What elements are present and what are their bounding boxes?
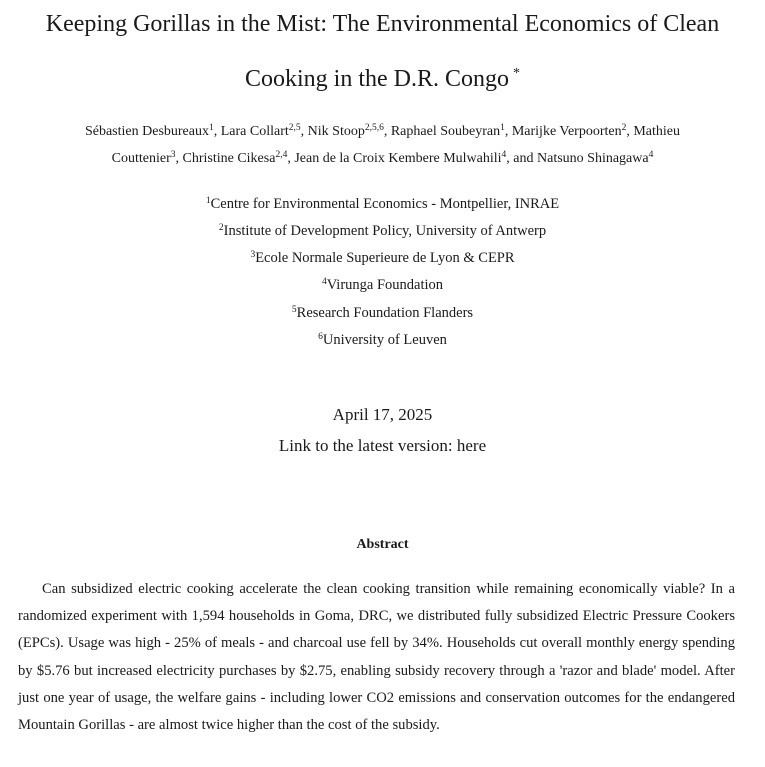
author-affiliation-marker: 4	[501, 150, 507, 160]
author-separator: ,	[626, 124, 634, 139]
author-affiliation-marker: 2,5	[288, 123, 301, 133]
author-name: Jean de la Croix Kembere Mulwahili	[294, 151, 502, 166]
affiliation-text: Centre for Environmental Economics - Montpellier, INRAE	[210, 196, 560, 212]
latest-version-label: Link to the latest version:	[278, 436, 457, 455]
author-name-part-1: Mathieu	[633, 124, 681, 139]
latest-version-line	[0, 437, 765, 455]
author-name: Sébastien Desbureaux	[84, 124, 209, 139]
affiliation-3	[0, 250, 765, 266]
author-name: Marijke Verpoorten	[511, 124, 622, 139]
affiliation-number: 2	[218, 223, 224, 233]
author-name: Natsuno Shinagawa	[537, 151, 649, 166]
abstract-heading: Abstract	[356, 537, 409, 552]
affiliation-4	[0, 277, 765, 293]
author-separator: ,	[213, 124, 221, 139]
author-affiliation-marker: 3	[170, 150, 176, 160]
affiliation-text: University of Leuven	[322, 332, 447, 348]
author-affiliation-marker: 2,5,6	[364, 123, 384, 133]
author-affiliation-marker: 2	[621, 123, 627, 133]
author-affiliation-marker: 1	[500, 123, 505, 133]
affiliation-number: 5	[291, 305, 297, 315]
author-separator: ,	[300, 124, 308, 139]
author-separator: ,	[383, 124, 391, 139]
author-name: Raphael Soubeyran	[390, 124, 501, 139]
author-name: Christine Cikesa	[182, 151, 276, 166]
author-list-line-2	[0, 151, 765, 167]
author-name-part-2: Couttenier	[111, 151, 171, 166]
affiliation-text: Institute of Development Policy, University of Antwerp	[223, 223, 547, 239]
affiliation-number: 4	[321, 277, 327, 287]
affiliation-number: 6	[318, 332, 323, 342]
publication-date: April 17, 2025	[332, 405, 433, 424]
affiliation-2	[0, 223, 765, 239]
affiliation-6	[0, 332, 765, 348]
paper-title-line-1: Keeping Gorillas in the Mist: The Environmental Economics of Clean	[45, 11, 720, 37]
affiliation-number: 3	[250, 250, 256, 260]
author-separator: ,	[287, 151, 295, 166]
author-name: Lara Collart	[220, 124, 289, 139]
paper-title-line-2	[0, 62, 765, 91]
author-affiliation-marker: 4	[648, 150, 654, 160]
author-name: Nik Stoop	[307, 124, 365, 139]
affiliation-number: 1	[205, 196, 211, 206]
author-separator: ,	[175, 151, 183, 166]
latest-version-link[interactable]: here	[456, 436, 487, 455]
abstract-text: Can subsidized electric cooking accelerate the clean cooking transition while remaining economically viable? In a randomized experiment with 1,594 households in Goma, DRC, we distributed fully subsidized Electric Pressure Cookers (EPCs). Usage was high - 25% of meals - and charcoal use fell by 34%. Households cut overall monthly energy spending by $5.76 but increased electricity purchases by $2.75, enabling subsidy recovery through a 'razor and blade' model. After just one year of usage, the welfare gains - including lower CO2 emissions and conservation outcomes for the endangered Mountain Gorillas - are almost twice higher than the cost of the subsidy.	[18, 581, 735, 734]
affiliation-1	[0, 196, 765, 212]
affiliation-text: Ecole Normale Superieure de Lyon & CEPR	[255, 250, 515, 266]
paper-title-line-2-text: Cooking in the D.R. Congo	[244, 66, 509, 92]
author-separator: ,	[504, 124, 512, 139]
author-affiliation-marker: 1	[209, 123, 214, 133]
author-affiliation-marker: 2,4	[275, 150, 288, 160]
author-list-line-1	[0, 124, 765, 140]
affiliation-text: Virunga Foundation	[326, 277, 444, 293]
author-separator: , and	[506, 151, 537, 166]
affiliation-5	[0, 305, 765, 321]
title-footnote-mark[interactable]: *	[513, 66, 520, 81]
affiliation-text: Research Foundation Flanders	[296, 305, 474, 321]
